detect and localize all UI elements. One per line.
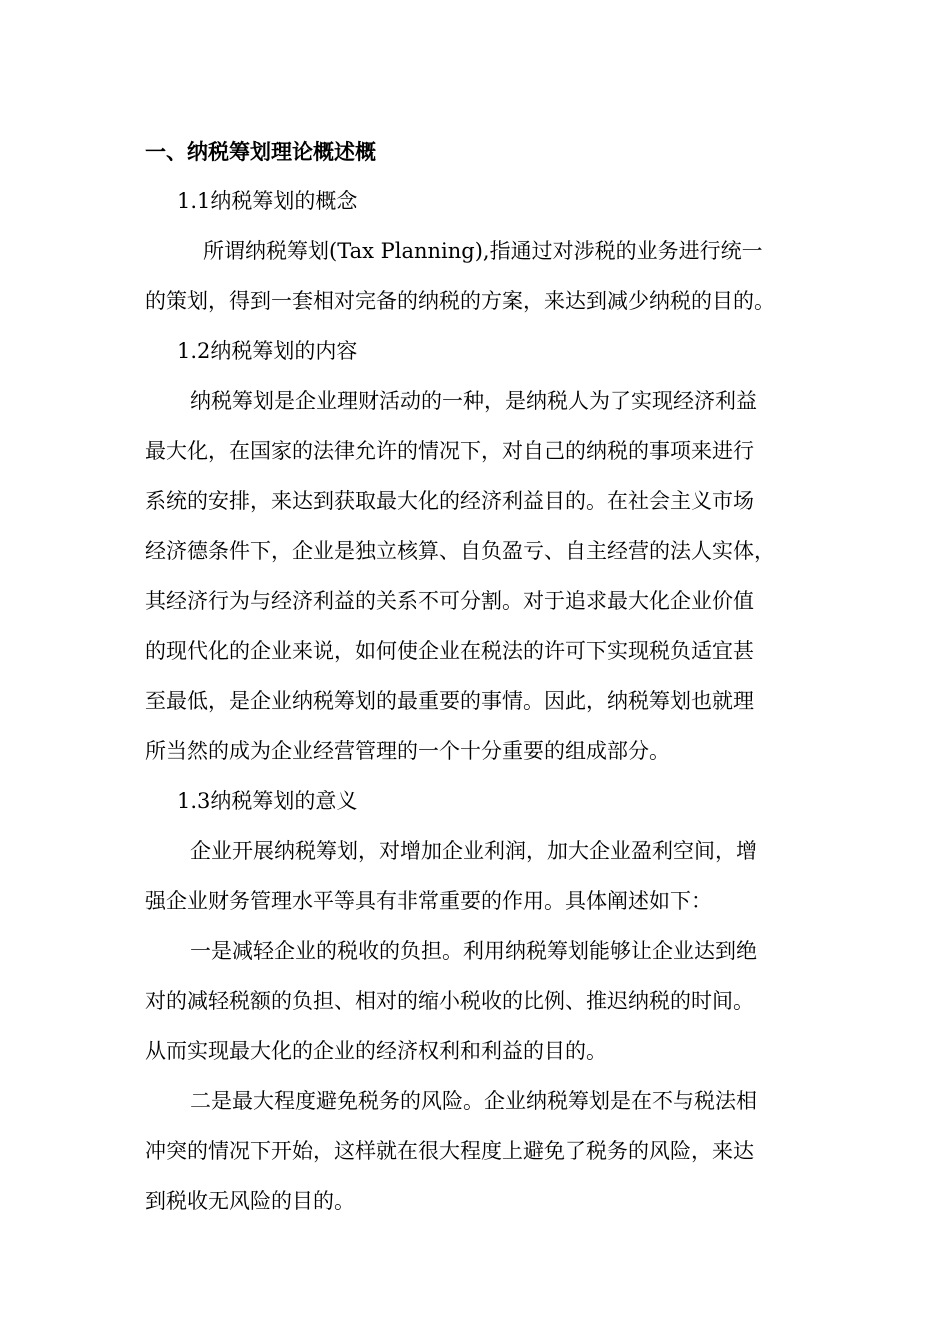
paragraph-line: 冲突的情况下开始，这样就在很大程度上避免了税务的风险，来达 [145,1139,754,1163]
paragraph-line: 的现代化的企业来说，如何使企业在税法的许可下实现税负适宜甚 [145,639,754,663]
subsection-heading-1-3: 1.3纳税筹划的意义 [177,789,358,813]
paragraph-line: 一是减轻企业的税收的负担。利用纳税筹划能够让企业达到绝 [190,939,757,963]
paragraph-line: 的策划，得到一套相对完备的纳税的方案，来达到减少纳税的目的。 [145,289,775,313]
paragraph-line: 最大化，在国家的法律允许的情况下，对自己的纳税的事项来进行 [145,439,754,463]
paragraph-line: 纳税筹划是企业理财活动的一种，是纳税人为了实现经济利益 [190,389,757,413]
paragraph-line: 到税收无风险的目的。 [145,1189,355,1213]
subsection-heading-1-2: 1.2纳税筹划的内容 [177,339,358,363]
paragraph-line: 从而实现最大化的企业的经济权利和利益的目的。 [145,1039,607,1063]
paragraph-line: 所谓纳税筹划(Tax Planning),指通过对涉税的业务进行统一 [203,239,763,263]
paragraph-line: 至最低，是企业纳税筹划的最重要的事情。因此，纳税筹划也就理 [145,689,754,713]
paragraph-line: 所当然的成为企业经营管理的一个十分重要的组成部分。 [145,739,670,763]
paragraph-line: 强企业财务管理水平等具有非常重要的作用。具体阐述如下： [145,889,712,913]
paragraph-line: 系统的安排，来达到获取最大化的经济利益目的。在社会主义市场 [145,489,754,513]
paragraph-line: 二是最大程度避免税务的风险。企业纳税筹划是在不与税法相 [190,1089,757,1113]
paragraph-line: 企业开展纳税筹划，对增加企业利润，加大企业盈利空间，增 [190,839,757,863]
paragraph-line: 经济德条件下，企业是独立核算、自负盈亏、自主经营的法人实体， [145,539,775,563]
section-title: 一、纳税筹划理论概述概 [145,140,376,164]
paragraph-line: 对的减轻税额的负担、相对的缩小税收的比例、推迟纳税的时间。 [145,989,754,1013]
subsection-heading-1-1: 1.1纳税筹划的概念 [177,189,358,213]
paragraph-line: 其经济行为与经济利益的关系不可分割。对于追求最大化企业价值 [145,589,754,613]
